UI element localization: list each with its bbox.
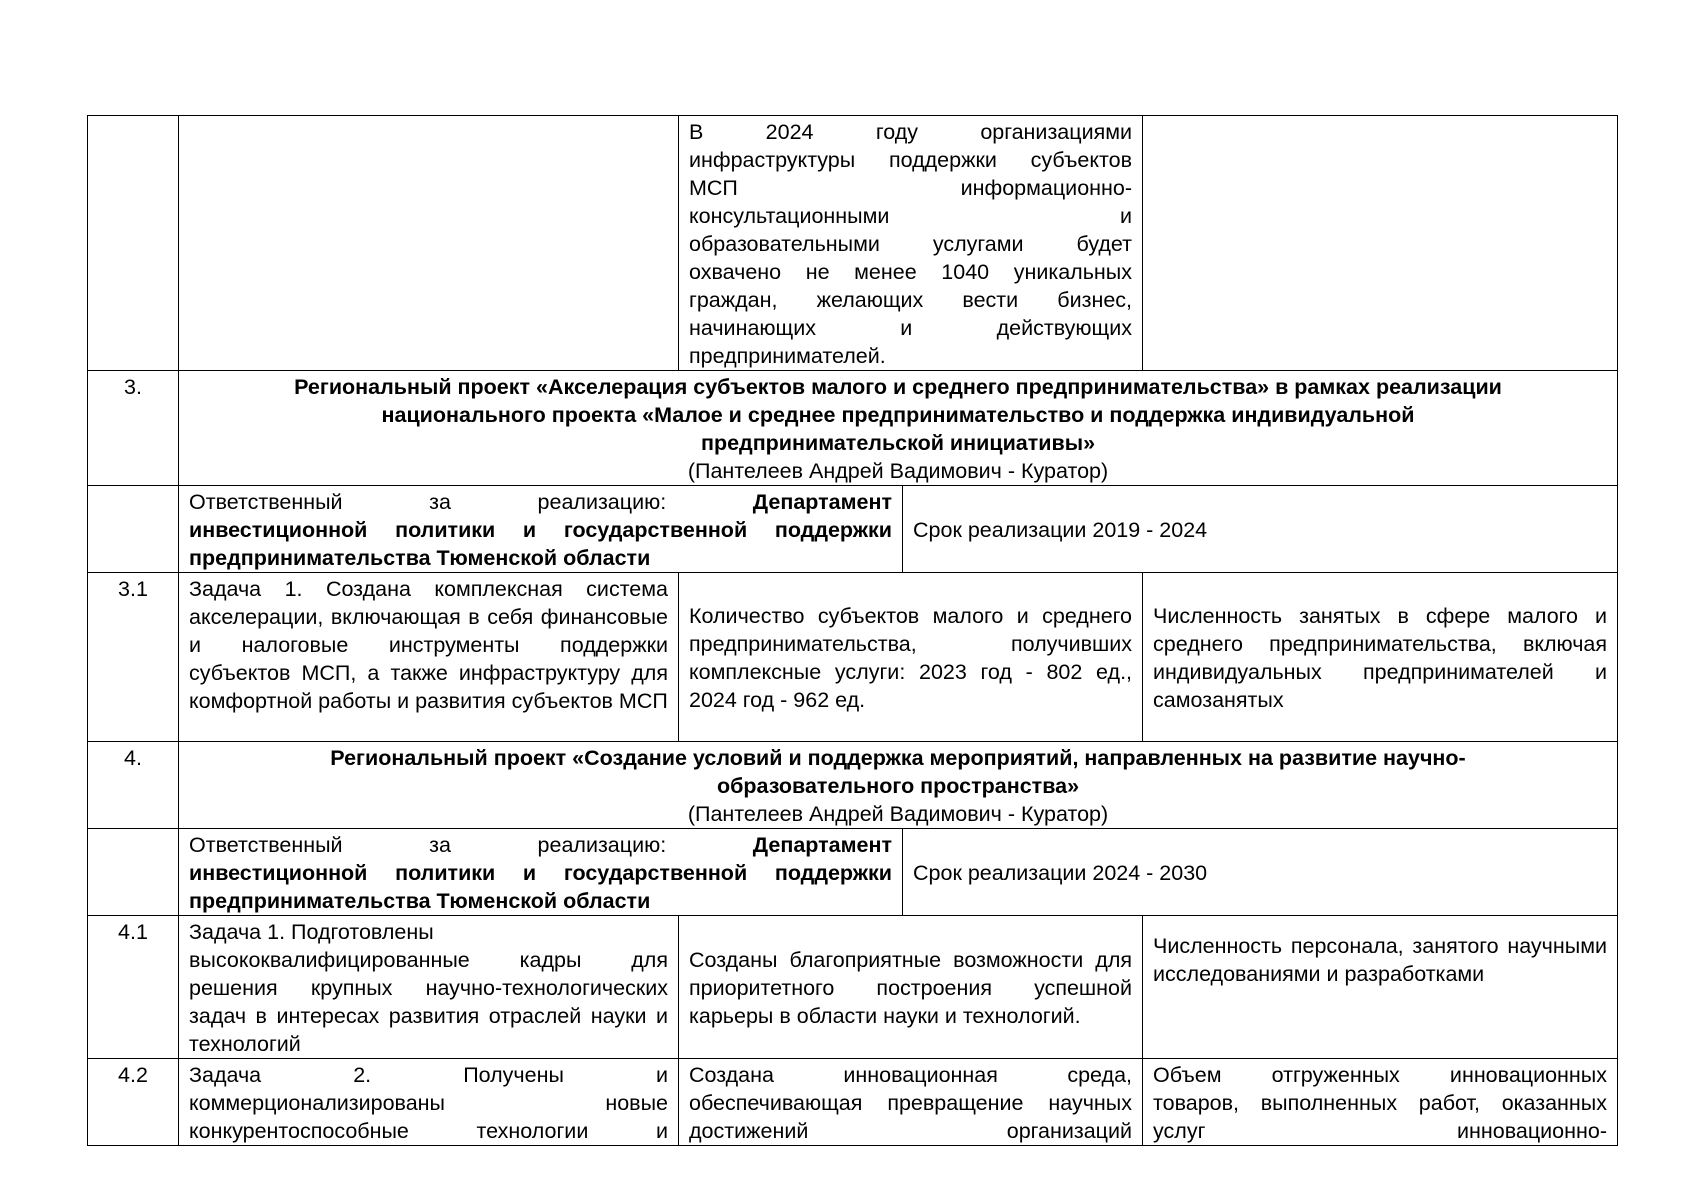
text-line: консультационными и bbox=[689, 204, 1133, 228]
cell-empty bbox=[179, 116, 679, 371]
result-cell: Создана инновационная среда, обеспечивающая превращение научных достижений организаций bbox=[679, 1059, 1143, 1146]
project-title-cell bbox=[179, 742, 1618, 829]
department-name: инвестиционной политики и государственной поддержки bbox=[189, 518, 892, 542]
project-title-line: Региональный проект «Создание условий и поддержка мероприятий, направленных на развитие научно- bbox=[330, 746, 1466, 770]
department-name: Департамент bbox=[752, 490, 892, 514]
text-line bbox=[189, 544, 892, 572]
table-row bbox=[88, 371, 1618, 486]
text-line: образовательными услугами будет bbox=[689, 232, 1133, 256]
indicator-cell: Численность занятых в сфере малого и среднего предпринимательства, включая индивидуальных предпринимателей и самозанятых bbox=[1143, 573, 1618, 742]
table-row bbox=[88, 829, 1618, 916]
cell-empty bbox=[88, 829, 179, 916]
department-name: предпринимательства Тюменской области bbox=[189, 889, 651, 913]
term-cell: Срок реализации 2019 - 2024 bbox=[903, 486, 1618, 573]
text-line: начинающих и действующих bbox=[689, 316, 1133, 340]
department-name: Департамент bbox=[752, 833, 892, 857]
table-row bbox=[88, 916, 1618, 1059]
text-line: МСП информационно- bbox=[689, 176, 1133, 200]
text-line bbox=[189, 516, 892, 544]
text-line: граждан, желающих вести бизнес, bbox=[689, 288, 1133, 312]
cell-empty bbox=[1143, 116, 1618, 371]
project-title-line: предпринимательской инициативы» bbox=[700, 431, 1096, 455]
task-cell: Задача 2. Получены и коммерционализированы новые конкурентоспособные технологии и bbox=[179, 1059, 679, 1146]
responsible-label: Ответственный за реализацию: bbox=[189, 833, 667, 857]
table-row bbox=[88, 742, 1618, 829]
cell-empty bbox=[88, 486, 179, 573]
text-line bbox=[189, 831, 892, 859]
table-row bbox=[88, 1059, 1618, 1146]
department-name: предпринимательства Тюменской области bbox=[189, 546, 651, 570]
curator: (Пантелеев Андрей Вадимович - Куратор) bbox=[687, 459, 1109, 483]
result-cell: Количество субъектов малого и среднего предпринимательства, получивших комплексные услуги: 2023 год - 802 ед., 2024 год - 962 ед. bbox=[679, 573, 1143, 742]
row-number: 4. bbox=[88, 742, 179, 829]
text-line: охвачено не менее 1040 уникальных bbox=[689, 260, 1133, 284]
text-line bbox=[189, 887, 892, 915]
indicator-cell: Численность персонала, занятого научными исследованиями и разработками bbox=[1143, 916, 1618, 1059]
task-first-line: Задача 1. Подготовлены bbox=[189, 920, 434, 944]
text-line bbox=[189, 488, 892, 516]
task-cell: Задача 1. Создана комплексная система акселерации, включающая в себя финансовые и налоговые инструменты поддержки субъектов МСП, а также инфраструктуру для комфортной работы и развития субъектов МСП bbox=[179, 573, 679, 742]
table-row bbox=[88, 116, 1618, 371]
task-text: высококвалифицированные кадры для решения крупных научно-технологических задач в интересах развития отраслей науки и технологий bbox=[189, 948, 668, 1056]
text-line bbox=[189, 859, 892, 887]
project-title-line: образовательного пространства» bbox=[716, 774, 1080, 798]
row-number: 4.1 bbox=[88, 916, 179, 1059]
project-title-line: национального проекта «Малое и среднее предпринимательство и поддержка индивидуальной bbox=[381, 403, 1415, 427]
text-line: инфраструктуры поддержки субъектов bbox=[689, 148, 1133, 172]
text-line: В 2024 году организациями bbox=[689, 120, 1133, 144]
responsible-cell bbox=[179, 486, 903, 573]
table-row bbox=[88, 573, 1618, 742]
term-cell: Срок реализации 2024 - 2030 bbox=[903, 829, 1618, 916]
result-cell bbox=[679, 116, 1143, 371]
table-row bbox=[88, 486, 1618, 573]
curator: (Пантелеев Андрей Вадимович - Куратор) bbox=[687, 802, 1109, 826]
text-line: предпринимателей. bbox=[689, 344, 886, 368]
row-number: 3.1 bbox=[88, 573, 179, 742]
task-cell bbox=[179, 916, 679, 1059]
responsible-label: Ответственный за реализацию: bbox=[189, 490, 667, 514]
project-title-cell bbox=[179, 371, 1618, 486]
projects-table bbox=[87, 115, 1618, 1146]
cell-empty bbox=[88, 116, 179, 371]
department-name: инвестиционной политики и государственной поддержки bbox=[189, 861, 892, 885]
responsible-cell bbox=[179, 829, 903, 916]
row-number: 4.2 bbox=[88, 1059, 179, 1146]
project-title-line: Региональный проект «Акселерация субъектов малого и среднего предпринимательства» в рамках реализации bbox=[294, 375, 1502, 399]
indicator-cell: Объем отгруженных инновационных товаров, выполненных работ, оказанных услуг инновационно- bbox=[1143, 1059, 1618, 1146]
row-number: 3. bbox=[88, 371, 179, 486]
result-cell: Созданы благоприятные возможности для приоритетного построения успешной карьеры в области науки и технологий. bbox=[679, 916, 1143, 1059]
